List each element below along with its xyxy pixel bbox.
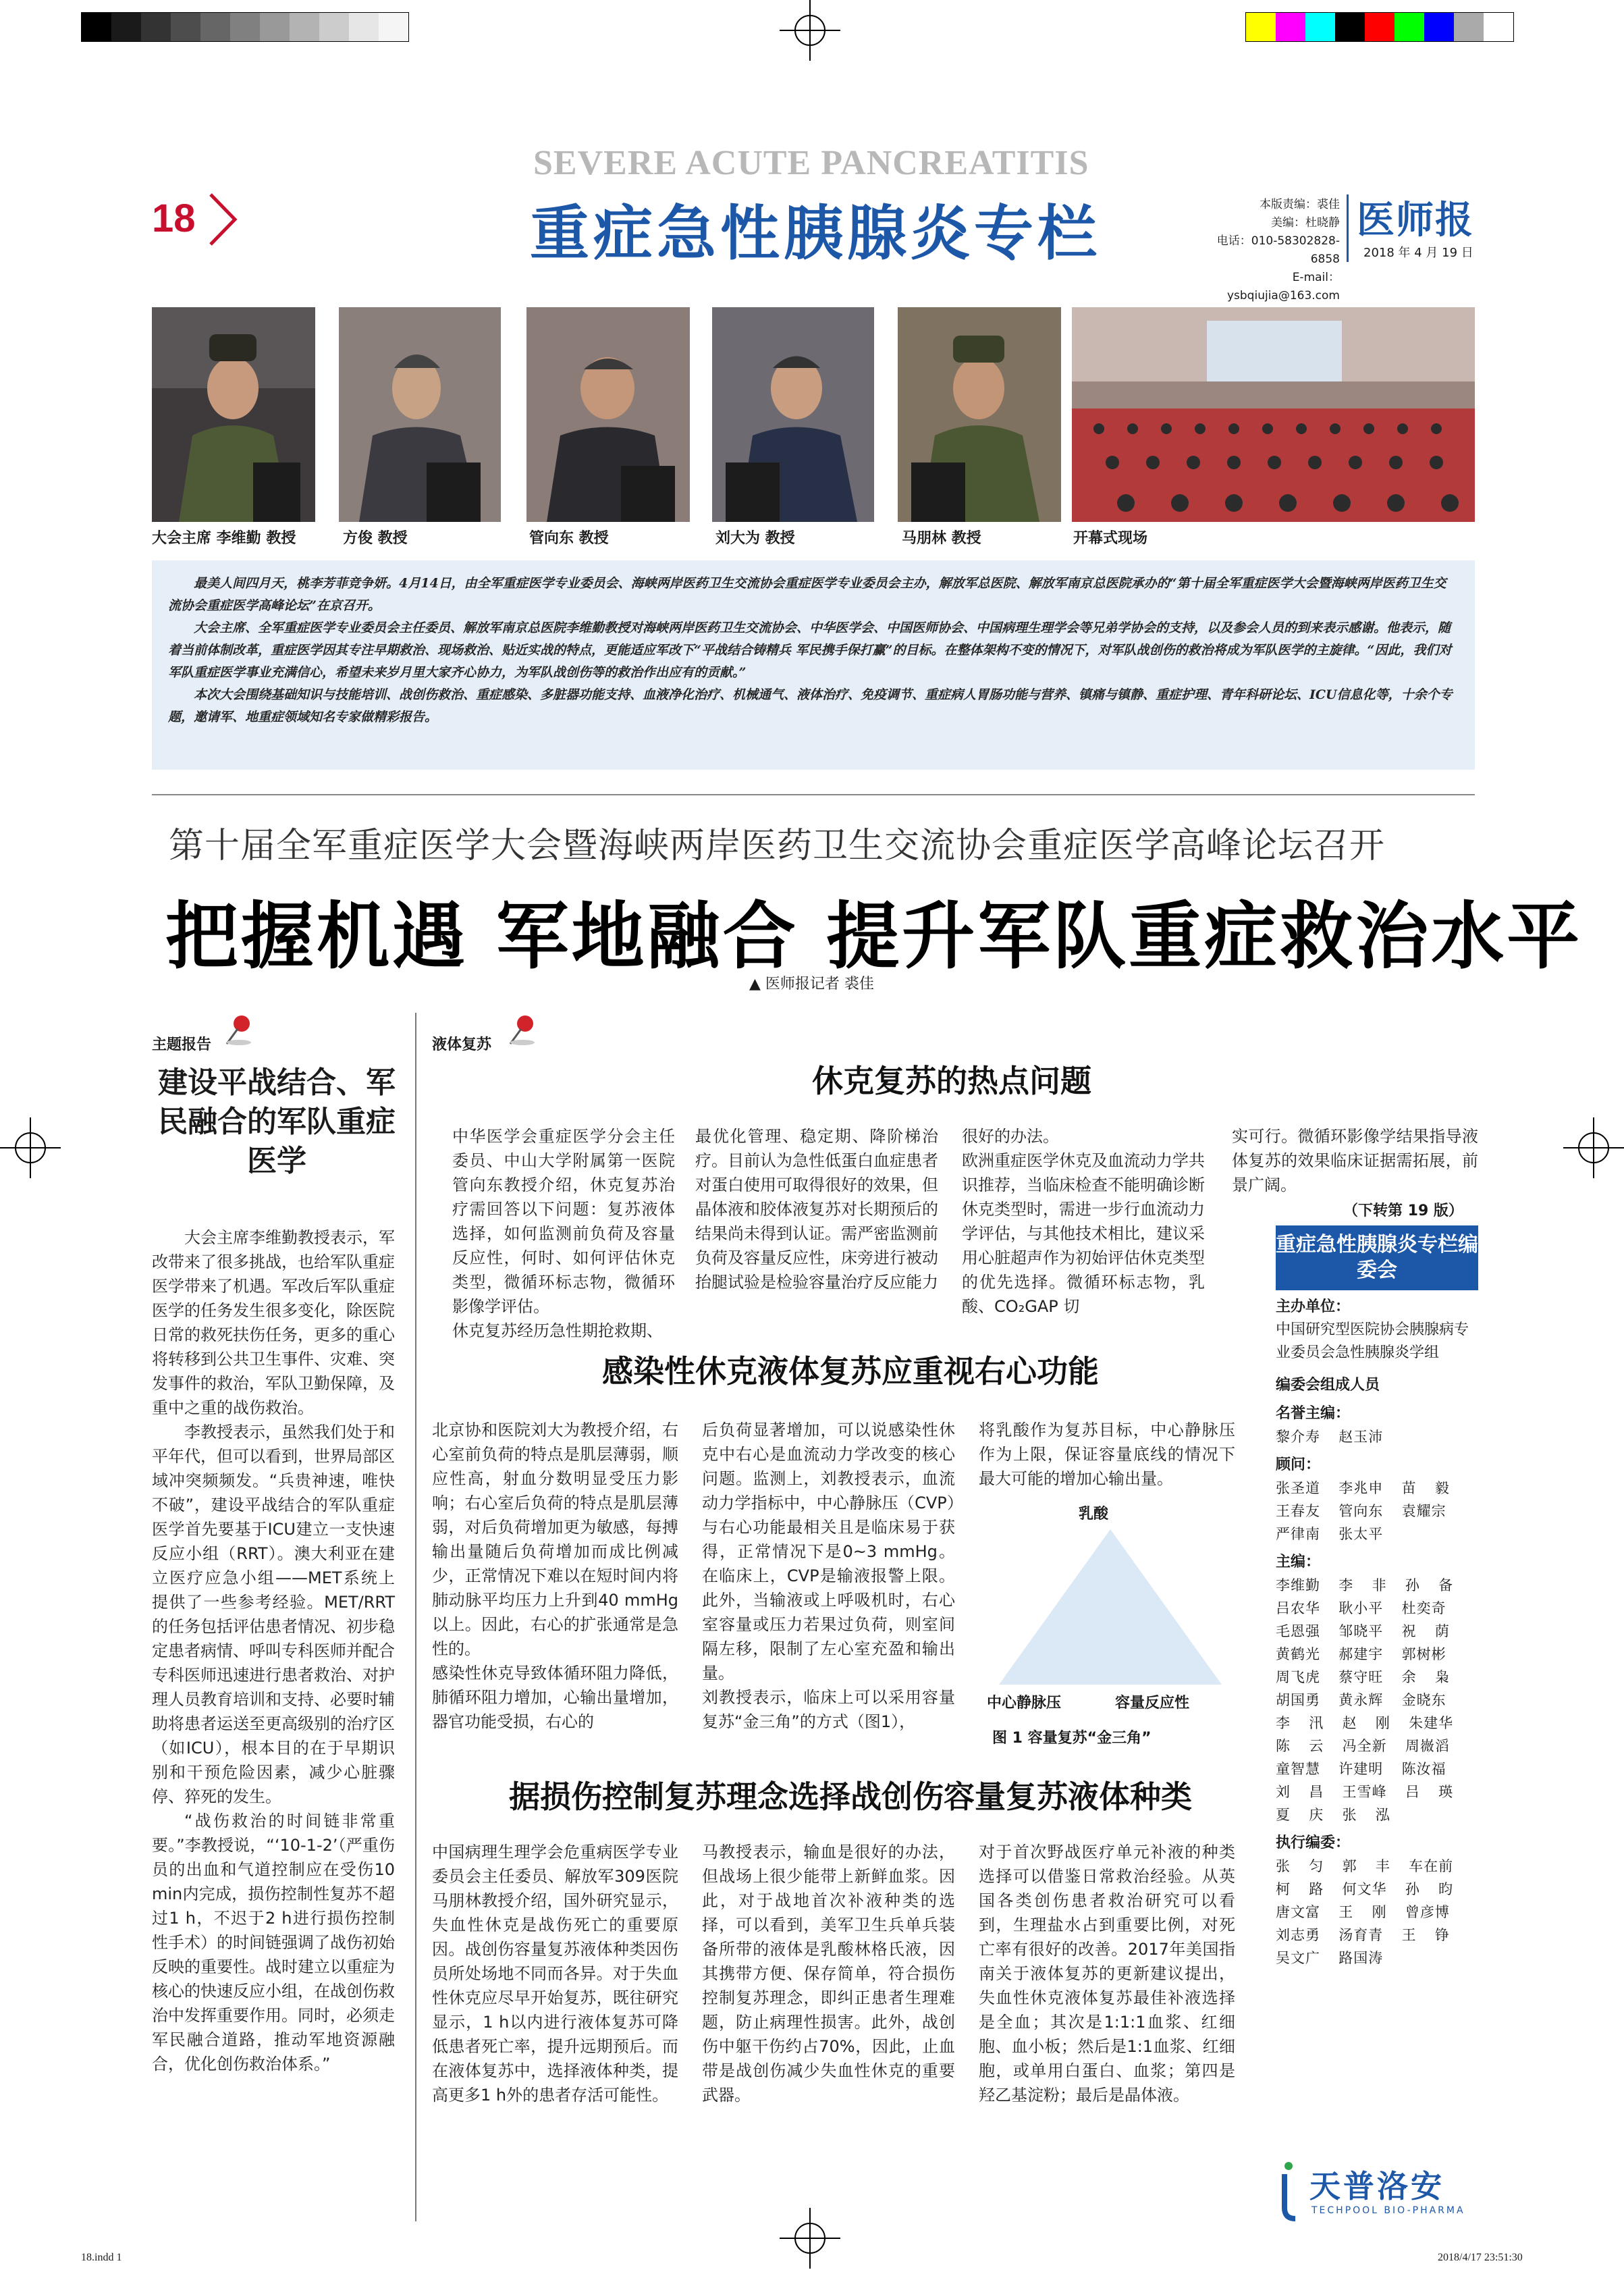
footer-filename: 18.indd 1 [81, 2252, 122, 2263]
photo-ma-penglin [898, 307, 1061, 522]
registration-mark-right [1563, 1117, 1624, 1178]
pushpin-icon [506, 1013, 540, 1047]
honorary-label: 名誉主编： [1276, 1405, 1351, 1422]
headline-kicker: 第十届全军重症医学大会暨海峡两岸医药卫生交流协会重症医学高峰论坛召开 [169, 826, 1386, 866]
photo-opening-ceremony [1072, 307, 1475, 522]
intro-paragraph: 本次大会围绕基础知识与技能培训、战创伤救治、重症感染、多脏器功能支持、血液净化治疗、机械通气、液体治疗、免疫调节、重症病人胃肠功能与营养、镇痛与镇静、重症护理、青年科研论坛、ICU信息化等，十余个专题，邀请军、地重症领域知名专家做精彩报告。 [168, 687, 1453, 724]
section-label: 主题报告 [152, 1036, 212, 1053]
article-column: 实可行。微循环影像学结果指导液体复苏的效果临床证据需拓展，前景广阔。 [1232, 1127, 1478, 1194]
byline: ▲ 医师报记者 裘佳 [749, 976, 874, 993]
photo-fang-jun [339, 307, 501, 522]
editor-line: 美编：杜晓静 [1271, 216, 1340, 230]
article-column: 中华医学会重症医学分会主任委员、中山大学附属第一医院管向东教授介绍，休克复苏治疗需回答以下问题：复苏液体选择，如何监测前负荷及容量反应性，何时、如何评估休克类型，微循环标志物，微循环影像学评估。 休克复苏经历急性期抢救期、 [452, 1127, 675, 1340]
editor-line: E-mail：ysbqiujia@163.com [1226, 271, 1340, 302]
article-column: 很好的办法。 欧洲重症医学休克及血流动力学共识推荐，当临床检查不能明确诊断休克类型时，需进一步行血流动力学评估，与其他技术相比，建议采用心脏超声作为初始评估休克类型的优先选择。微循环标志物，乳酸、CO₂GAP 切 [962, 1127, 1205, 1316]
column-title: 重症急性胰腺炎专栏 [530, 199, 1102, 268]
article-column: 马教授表示，输血是很好的办法，但战场上很少能带上新鲜血浆。因此，对于战地首次补液种类的选择，可以看到，美军卫生兵单兵装备所带的液体是乳酸林格氏液，因其携带方便、保存简单，符合损伤控制复苏理念，即纠正患者生理难题，防止病理性损害。此外，战创伤中躯干伤约占70%，因此，止血带是战创伤减少失血性休克的重要武器。 [702, 1843, 955, 2105]
pushpin-icon [223, 1013, 256, 1047]
registration-mark-top [780, 0, 840, 61]
left-column-body [152, 1225, 395, 2076]
photo-li-weiqin [152, 307, 315, 522]
sponsor-label: 主办单位： [1276, 1298, 1351, 1315]
intro-paragraph: 大会主席、全军重症医学专业委员会主任委员、解放军南京总医院李维勤教授对海峡两岸医药卫生交流协会、中华医学会、中国医师协会、中国病理生理学会等兄弟学协会的支持，以及参会人员的到来表示感谢。他表示，随着当前体制改革，重症医学因其专注早期救治、现场救治、贴近实战的特点，更能适应军改下“平战结合铸精兵 军民携手保打赢”的目标。在整体架构不变的情况下，对军队战创伤的救治将成为军队医学的主旋律。“因此，我们对军队重症医学事业充满信心，希望未来岁月里大家齐心协力，为军队战创伤等的救治作出应有的贡献。” [168, 620, 1452, 680]
registration-mark-bottom [780, 2208, 840, 2269]
left-column-title: 建设平战结合、军民融合的军队重症医学 [158, 1065, 396, 1178]
header-divider [1347, 194, 1349, 262]
paragraph: 大会主席李维勤教授表示，军改带来了很多挑战，也给军队重症医学带来了机遇。军改后军队重症医学的任务发生很多变化，除医院日常的救死扶伤任务，更多的重心将转移到公共卫生事件、灾难、突发事件的救治，军队卫勤保障，及重中之重的战伤救治。 [152, 1228, 395, 1417]
photo-guan-xiangdong [526, 307, 690, 522]
members-label: 编委会组成人员 [1276, 1377, 1380, 1394]
article-column: 中国病理生理学会危重病医学专业委员会主任委员、解放军309医院马朋林教授介绍，国外研究显示，失血性休克是战伤死亡的重要原因。战创伤容量复苏液体种类因伤员所处场地不同而各异。对于失血性休克应尽早开始复苏，既往研究显示，1 h以内进行液体复苏可降低患者死亡率，提升远期预后。而在液体复苏中，选择液体种类，提高更多1 h外的患者存活可能性。 [432, 1843, 678, 2105]
photo-caption: 管向东 教授 [529, 530, 609, 547]
committee-title: 重症急性胰腺炎专栏编委会 [1276, 1225, 1478, 1290]
article-title: 休克复苏的热点问题 [812, 1063, 1091, 1099]
figure-caption: 图 1 容量复苏“金三角” [992, 1730, 1152, 1747]
photo-liu-dawei [712, 307, 874, 522]
exec-names: 张 匀 郭 丰 车在前 柯 路 何文华 孙 昀 唐文富 王 刚 曾彦博 刘志勇 汤育青 王 铮 吴文广 路国涛 [1276, 1858, 1454, 1966]
english-title: SEVERE ACUTE PANCREATITIS [533, 144, 1089, 182]
column-divider [415, 1013, 416, 2221]
editor-line: 本版责编：裘佳 [1260, 198, 1340, 211]
photo-caption: 方俊 教授 [343, 530, 408, 547]
paper-logo: 医师报 [1357, 198, 1474, 242]
article-column: 将乳酸作为复苏目标，中心静脉压作为上限，保证容量底线的情况下最大可能的增加心输出量。 [979, 1421, 1235, 1488]
article-title: 感染性休克液体复苏应重视右心功能 [602, 1353, 1099, 1390]
figure-label-top: 乳酸 [1079, 1506, 1109, 1523]
chief-names: 李维勤 李 非 孙 备 吕农华 耿小平 杜奕奇 毛恩强 邹晓平 祝 荫 黄鹤光 郝建宇 郭树彬 周飞虎 蔡守旺 余 枭 胡国勇 黄永辉 金晓东 李 汛 赵 刚 朱建华 陈 云 冯全新 周嶶滔 童智慧 许建明 陈汝福 刘 昌 王雪峰 吕 瑛 夏 庆 张 泓 [1276, 1577, 1454, 1823]
article-column: 后负荷显著增加，可以说感染性休克中右心是血流动力学改变的核心问题。监测上，刘教授表示，血流动力学指标中，中心静脉压（CVP）与右心功能最相关且是临床易于获得，正常情况下是0~3 mmHg。在临床上，CVP是输液报警上限。此外，当输液或上呼吸机时，右心室容量或压力若果过负荷，则室间隔左移，限制了左心室充盈和输出量。 刘教授表示，临床上可以采用容量复苏“金三角”的方式（图1）， [702, 1421, 955, 1731]
advisor-names: 张圣道 李兆申 苗 毅 王春友 管向东 袁耀宗 严律南 张太平 [1276, 1480, 1450, 1542]
sponsor-logo [1279, 2161, 1482, 2228]
photo-caption: 大会主席 李维勤 教授 [152, 530, 296, 547]
main-headline: 把握机遇 军地融合 提升军队重症救治水平 [165, 895, 1583, 979]
intro-paragraph: 最美人间四月天，桃李芳菲竞争妍。4月14日，由全军重症医学专业委员会、海峡两岸医药卫生交流协会重症医学专业委员会主办，解放军总医院、解放军南京总医院承办的“第十届全军重症医学大会暨海峡两岸医药卫生交流协会重症医学高峰论坛”在京召开。 [168, 576, 1446, 613]
publication-date: 2018 年 4 月 19 日 [1363, 246, 1473, 260]
article-title: 据损伤控制复苏理念选择战创伤容量复苏液体种类 [509, 1778, 1192, 1815]
continued-note: （下转第 19 版） [1343, 1203, 1463, 1219]
sponsor-brand: 天普洛安 [1309, 2168, 1444, 2204]
paragraph: “战伤救治的时间链非常重要。”李教授说，“‘10-1-2’（严重伤员的出血和气道控制应在受伤10 min内完成，损伤控制性复苏不超过1 h，不迟于2 h进行损伤控制性手术）的时间链强调了战伤初始反映的重要性。战时建立以重症为核心的快速反应小组，在战创伤救治中发挥重要作用。同时，必须走军民融合道路，推动军地资源融合，优化创伤救治体系。” [152, 1812, 395, 2073]
article-column: 对于首次野战医疗单元补液的种类选择可以借鉴日常救治经验。从英国各类创伤患者救治研究可以看到，生理盐水占到重要比例，对死亡率有很好的改善。2017年美国指南关于液体复苏的更新建议提出，失血性休克液体复苏最佳补液选择是全血；其次是1:1:1血浆、红细胞、血小板；然后是1:1血浆、红细胞，或单用白蛋白、血浆；第四是羟乙基淀粉；最后是晶体液。 [979, 1843, 1235, 2105]
editor-info [1198, 196, 1340, 305]
sponsor-logo-icon [1279, 2161, 1306, 2221]
advisors-label: 顾问： [1276, 1456, 1321, 1473]
chevron-right-icon [202, 190, 243, 248]
divider [152, 794, 1475, 795]
section-label: 液体复苏 [432, 1036, 492, 1053]
paragraph: 李教授表示，虽然我们处于和平年代，但可以看到，世界局部区域冲突频频发。“兵贵神速，唯快不破”，建设平战结合的军队重症医学首先要基于ICU建立一支快速反应小组（RRT）。澳大利亚在建立医疗应急小组——MET系统上提供了一些参考经验。MET/RRT的任务包括评估患者情况、初步稳定患者病情、呼叫专科医师并配合专科医师迅速进行患者救治、对护理人员教育培训和支持、必要时辅助将患者运送至更高级别的治疗区（如ICU），根本目的在于早期识别和干预危险因素，减少心脏骤停、猝死的发生。 [152, 1423, 395, 1806]
honorary-names: 黎介寿 赵玉沛 [1276, 1429, 1384, 1445]
article-column: 北京协和医院刘大为教授介绍，右心室前负荷的特点是肌层薄弱，顺应性高，射血分数明显受压力影响；右心室后负荷的特点是肌层薄弱，对后负荷增加更为敏感，每搏输出量随后负荷增加而成比例减少，正常情况下难以在短时间内将肺动脉平均压力上升到40 mmHg以上。因此，右心的扩张通常是急性的。 感染性休克导致体循环阻力降低，肺循环阻力增加，心输出量增加，器官功能受损，右心的 [432, 1421, 678, 1731]
figure-label-left: 中心静脉压 [987, 1695, 1062, 1712]
footer-timestamp: 2018/4/17 23:51:30 [1438, 2252, 1523, 2263]
editor-line: 电话：010-58302828-6858 [1216, 234, 1340, 266]
chief-label: 主编： [1276, 1554, 1321, 1570]
registration-mark-left [0, 1117, 61, 1178]
color-strip [1245, 12, 1514, 42]
photo-caption: 开幕式现场 [1073, 530, 1148, 547]
photo-caption: 刘大为 教授 [715, 530, 795, 547]
exec-label: 执行编委： [1276, 1834, 1351, 1851]
figure-label-right: 容量反应性 [1115, 1695, 1190, 1712]
sponsor-name: 中国研究型医院协会胰腺病专业委员会急性胰腺炎学组 [1276, 1321, 1469, 1361]
sponsor-brand-sub: TECHPOOL BIO-PHARMA [1311, 2205, 1465, 2216]
intro-box [152, 560, 1475, 770]
golden-triangle-figure [979, 1523, 1242, 1712]
article-column: 最优化管理、稳定期、降阶梯治疗。目前认为急性低蛋白血症患者对蛋白使用可取得很好的效果，但晶体液和胶体液复苏对长期预后的结果尚未得到认证。需严密监测前负荷及容量反应性，床旁进行被动抬腿试验是检验容量治疗反应能力 [695, 1127, 938, 1292]
page-number: 18 [152, 196, 196, 240]
photo-caption: 马朋林 教授 [902, 530, 981, 547]
grayscale-strip [81, 12, 409, 42]
editorial-committee [1276, 1225, 1478, 1970]
